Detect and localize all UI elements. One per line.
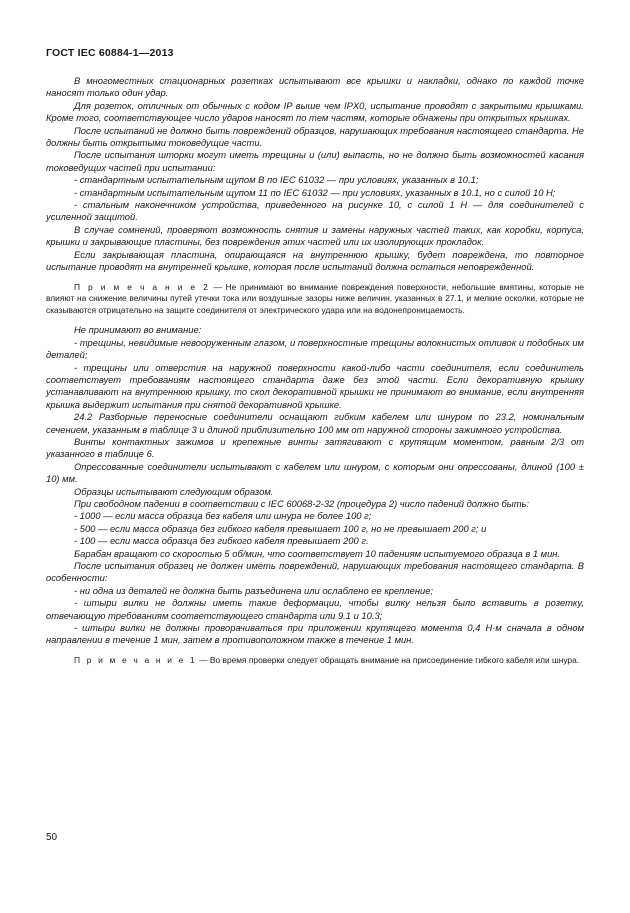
paragraph: Винты контактных зажимов и крепежные винты затягивают с крутящим моментом, равным 2/3 от указанного в таблице 6.: [46, 435, 584, 460]
list-item: - ни одна из деталей не должна быть разъединена или ослаблено ее крепление;: [74, 584, 434, 596]
paragraph: При свободном падении в соответствии с IEC 60068-2-32 (процедура 2) число падений должно быть:: [74, 497, 530, 509]
list-item: - трещины или отверстия на наружной поверхности какой-либо части соединителя, если соединитель соответствует требованиям настоящего стандарта даже без этой части. Если декоративную крышку устанавливают на внутреннюю крышку, то скол декоративной крышки не принимают во внимание, если внутренняя крышка выдержит испытания при снятой декоративной крышке.: [46, 361, 584, 410]
paragraph: Образцы испытывают следующим образом.: [74, 485, 274, 497]
note-2: [46, 282, 584, 317]
note-1-text: — Во время проверки следует обращать внимание на присоединение гибкого кабеля или шнура.: [199, 654, 580, 665]
list-item: - стальным наконечником устройства, приведенного на рисунке 10, с силой 1 Н — для соединителей с усиленной защитой.: [46, 199, 584, 223]
list-item: - штыри вилки не должны проворачиваться при приложении крутящего момента 0,4 Н·м сначала в одном направлении в течение 1 мин, затем в противоположном также в течение 1 мин.: [46, 622, 584, 646]
paragraph: После испытаний не должно быть повреждений образцов, нарушающих требования настоящего стандарта. Не должны быть открытыми токоведущие части.: [46, 124, 584, 149]
page-number: 50: [46, 832, 58, 843]
note-2-text: — Не принимают во внимание повреждения поверхности, небольшие вмятины, которые не влияют на снижение величины путей утечки тока или воздушные зазоры ниже величин, указанных в 27.1, и мелкие осколки, которые не сказываются отрицательно на защите соединителя от электрического удара или на водонепроницаемость.: [46, 281, 584, 315]
standard-header: ГОСТ IEC 60884-1—2013: [46, 47, 174, 59]
list-item: - 500 — если масса образца без гибкого кабеля превышает 100 г, но не превышает 200 г; и: [74, 522, 487, 534]
list-item: - 100 — если масса образца без гибкого кабеля превышает 200 г.: [74, 535, 369, 547]
paragraph: После испытания шторки могут иметь трещины и (или) выпасть, но не должно быть возможностей касания токоведущих частей при испытании:: [46, 149, 584, 173]
paragraph: Если закрывающая пластина, опирающаяся на внутреннюю крышку, будет повреждена, то повторное испытание проводят на внутренней крышке, которая после испытаний должна остаться неповрежденной.: [46, 248, 584, 273]
list-item: - штыри вилки не должны иметь такие деформации, чтобы вилку нельзя было вставить в розетку, отвечающую требованиям соответствующего стандарта или 9.1 и 10.3;: [46, 597, 584, 621]
paragraph: После испытания образец не должен иметь повреждений, нарушающих требования настоящего стандарта. В особенности:: [46, 560, 584, 584]
note-1: [46, 655, 584, 667]
paragraph: В многоместных стационарных розетках испытывают все крышки и накладки, однако по каждой точке наносят только один удар.: [46, 75, 584, 99]
paragraph: Не принимают во внимание:: [74, 324, 202, 336]
note-2-label: П р и м е ч а н и е 2: [74, 281, 210, 292]
clause-24-2: 24.2 Разборные переносные соединители оснащают гибким кабелем или шнуром по 23.2, номинальным сечением, указанным в таблице 3 и длиной приблизительно 100 мм от наружной стороны зажимного устройства.: [46, 411, 584, 435]
paragraph: Для розеток, отличных от обычных с кодом IP выше чем IPX0, испытание проводят с закрытыми крышками. Кроме того, соответствующее число ударов наносят по тем частям, которые обнажены при открытых крышках.: [46, 99, 584, 124]
list-item: - 1000 — если масса образца без кабеля или шнура не более 100 г;: [74, 510, 372, 522]
list-item: - стандартным испытательным щупом 11 по IEC 61032 — при условиях, указанных в 10.1, но с силой 10 Н;: [74, 186, 556, 198]
page-body: [46, 75, 584, 666]
list-item: - трещины, невидимые невооруженным глазом, и поверхностные трещины волокнистых отливок и подобных им деталей;: [46, 336, 584, 361]
paragraph: В случае сомнений, проверяют возможность снятия и замены наружных частей таких, как коробки, корпуса, крышки и закрывающие пластины, без повреждения этих частей или их изолирующих прокладок.: [46, 223, 584, 248]
list-item: - стандартным испытательным щупом B по IEC 61032 — при условиях, указанных в 10.1;: [74, 174, 479, 186]
paragraph: Барабан вращают со скоростью 5 об/мин, что соответствует 10 падениям испытуемого образца в 1 мин.: [74, 547, 561, 559]
paragraph: Опрессованные соединители испытывают с кабелем или шнуром, с которым они опрессованы, длиной (100 ± 10) мм.: [46, 460, 584, 485]
note-1-label: П р и м е ч а н и е 1: [74, 654, 197, 665]
